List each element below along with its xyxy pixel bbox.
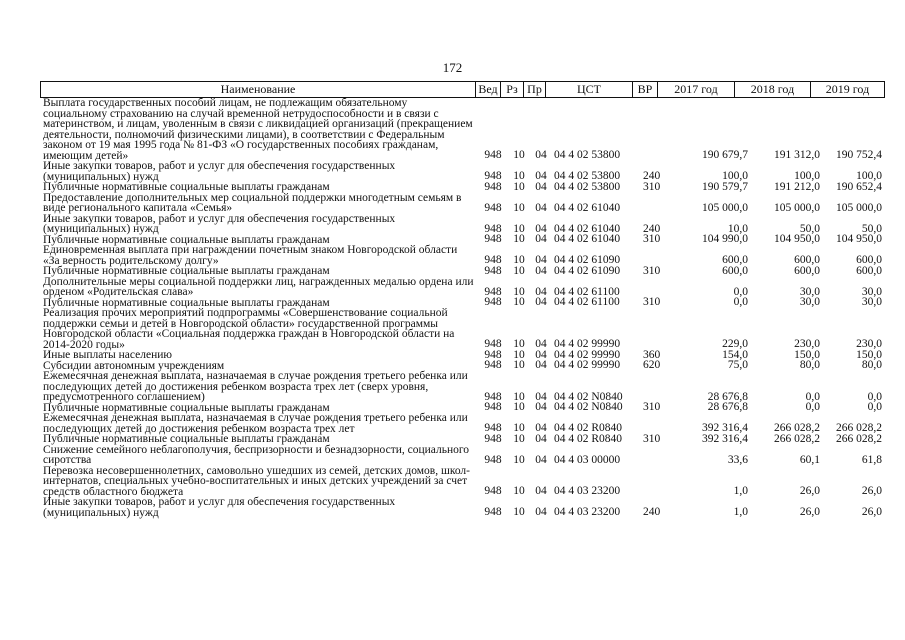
- row-pr: 04: [535, 233, 547, 245]
- row-rz: 10: [513, 201, 525, 214]
- table-row: [40, 98, 883, 161]
- row-y2017: 600,0: [722, 264, 748, 277]
- row-y2019: 0,0: [867, 390, 882, 403]
- row-y2019: 230,0: [856, 338, 882, 350]
- row-ved: 948: [484, 432, 502, 445]
- row-pr: 04: [535, 180, 547, 193]
- row-name: Публичные нормативные социальные выплаты гражданам: [43, 265, 330, 277]
- row-cst: 04 4 03 23200: [554, 506, 621, 518]
- row-y2017: 154,0: [722, 348, 748, 361]
- row-cst: 04 4 02 99990: [554, 348, 621, 361]
- row-ved: 948: [484, 453, 502, 466]
- row-y2019: 30,0: [861, 285, 882, 298]
- row-ved: 948: [484, 264, 502, 277]
- row-name: Снижение семейного неблагополучия, беспризорности и безнадзорности, социального сиротства: [43, 443, 470, 466]
- row-y2017: 33,6: [727, 453, 748, 466]
- row-y2017: 0,0: [733, 285, 748, 298]
- row-y2019: 100,0: [856, 170, 882, 182]
- header-ved: Вед: [476, 82, 501, 97]
- row-rz: 10: [513, 170, 525, 182]
- table-header: [40, 81, 885, 98]
- row-pr: 04: [535, 348, 547, 361]
- row-rz: 10: [513, 453, 525, 466]
- row-y2018: 266 028,2: [774, 432, 820, 445]
- row-y2018: 191 212,0: [774, 180, 820, 193]
- row-pr: 04: [535, 485, 547, 497]
- header-cst: ЦСТ: [546, 82, 633, 97]
- row-name: Предоставление дополнительных мер социальной поддержки многодетным семьям в виде регионального капитала «Семья»: [43, 191, 462, 214]
- row-y2017: 392 316,4: [702, 432, 748, 445]
- row-pr: 04: [535, 401, 547, 413]
- row-y2017: 75,0: [727, 359, 748, 371]
- row-y2019: 0,0: [867, 401, 882, 413]
- page-number: 172: [442, 60, 463, 75]
- row-name: Публичные нормативные социальные выплаты гражданам: [43, 433, 330, 445]
- row-rz: 10: [513, 348, 525, 361]
- row-cst: 04 4 02 61040: [554, 201, 621, 214]
- row-ved: 948: [484, 296, 502, 308]
- table-row: [40, 277, 883, 298]
- row-pr: 04: [535, 432, 547, 445]
- row-cst: 04 4 02 61040: [554, 222, 621, 235]
- table-row: [40, 445, 883, 466]
- row-y2017: 10,0: [727, 222, 748, 235]
- row-vr: 310: [643, 432, 661, 445]
- row-ved: 948: [484, 180, 502, 193]
- row-cst: 04 4 02 61090: [554, 264, 621, 277]
- row-cst: 04 4 02 61100: [554, 296, 620, 308]
- row-name: Дополнительные меры социальной поддержки лиц, награжденных медалью ордена или орденом «Родительская слава»: [43, 275, 474, 298]
- table-row: [40, 266, 883, 277]
- table-row: [40, 193, 883, 214]
- row-rz: 10: [513, 233, 525, 245]
- row-y2019: 30,0: [861, 296, 882, 308]
- row-y2017: 0,0: [733, 296, 748, 308]
- row-name: Иные выплаты населению: [43, 349, 172, 361]
- row-y2017: 28 676,8: [707, 401, 748, 413]
- row-ved: 948: [484, 254, 502, 266]
- row-name: Публичные нормативные социальные выплаты гражданам: [43, 233, 330, 246]
- row-pr: 04: [535, 359, 547, 371]
- row-cst: 04 4 02 R0840: [554, 432, 623, 445]
- table-row: [40, 413, 883, 434]
- row-name: Публичные нормативные социальные выплаты гражданам: [43, 401, 330, 414]
- row-vr: 310: [643, 233, 661, 245]
- row-vr: 240: [643, 506, 661, 518]
- row-cst: 04 4 02 N0840: [554, 390, 623, 403]
- row-ved: 948: [484, 338, 502, 350]
- row-y2017: 190 579,7: [702, 180, 748, 193]
- row-y2017: 105 000,0: [702, 201, 748, 214]
- row-cst: 04 4 02 99990: [554, 338, 621, 350]
- row-rz: 10: [513, 390, 525, 403]
- row-pr: 04: [535, 296, 547, 308]
- row-pr: 04: [535, 390, 547, 403]
- row-y2019: 190 652,4: [836, 180, 882, 193]
- row-pr: 04: [535, 453, 547, 466]
- row-y2017: 600,0: [722, 254, 748, 266]
- row-y2019: 80,0: [861, 359, 882, 371]
- row-y2017: 229,0: [722, 338, 748, 350]
- row-pr: 04: [535, 422, 547, 434]
- row-y2019: 266 028,2: [836, 432, 882, 445]
- row-pr: 04: [535, 264, 547, 277]
- row-cst: 04 4 02 53800: [554, 149, 621, 161]
- table-row: [40, 214, 883, 235]
- row-rz: 10: [513, 338, 525, 350]
- row-cst: 04 4 03 00000: [554, 453, 621, 466]
- row-y2017: 190 679,7: [702, 149, 748, 161]
- table-row: [40, 466, 883, 498]
- row-cst: 04 4 02 R0840: [554, 422, 623, 434]
- row-name: Перевозка несовершеннолетних, самовольно ушедших из семей, детских домов, школ-интернатов, специальных учебно-воспитательных и иных детских учреждений за счет средств областного бюджета: [43, 464, 471, 498]
- row-y2017: 100,0: [722, 170, 748, 182]
- row-ved: 948: [484, 201, 502, 214]
- row-cst: 04 4 02 53800: [554, 180, 621, 193]
- row-rz: 10: [513, 359, 525, 371]
- row-y2018: 80,0: [799, 359, 820, 371]
- row-pr: 04: [535, 285, 547, 298]
- row-name: Иные закупки товаров, работ и услуг для обеспечения государственных (муниципальных) нужд: [43, 496, 396, 519]
- row-y2019: 61,8: [861, 453, 882, 466]
- row-y2017: 392 316,4: [702, 422, 748, 434]
- row-y2018: 0,0: [805, 401, 820, 413]
- row-y2019: 266 028,2: [836, 422, 882, 434]
- row-vr: 620: [643, 359, 661, 371]
- row-ved: 948: [484, 222, 502, 235]
- row-pr: 04: [535, 222, 547, 235]
- row-y2018: 600,0: [794, 264, 820, 277]
- row-y2017: 1,0: [733, 506, 748, 518]
- row-rz: 10: [513, 401, 525, 413]
- row-y2018: 60,1: [799, 453, 820, 466]
- header-pr: Пр: [524, 82, 546, 97]
- header-vr: ВР: [633, 82, 658, 97]
- row-ved: 948: [484, 359, 502, 371]
- header-2017: 2017 год: [658, 82, 735, 97]
- row-ved: 948: [484, 401, 502, 413]
- row-y2018: 104 950,0: [774, 233, 820, 245]
- table-row: [40, 182, 883, 193]
- row-y2018: 105 000,0: [774, 201, 820, 214]
- header-rz: Рз: [501, 82, 524, 97]
- row-pr: 04: [535, 506, 547, 518]
- row-name: Субсидии автономным учреждениям: [43, 359, 225, 372]
- row-name: Реализация прочих мероприятий подпрограммы «Совершенствование социальной поддержки семьи и детей в Новгородской области» государственной программы Новгородской области «Социальная поддержка граждан в Новгородской области на 2014-2020 годы»: [43, 307, 455, 351]
- row-cst: 04 4 02 N0840: [554, 401, 623, 413]
- row-cst: 04 4 02 61040: [554, 233, 621, 245]
- row-y2019: 190 752,4: [836, 149, 882, 161]
- row-y2018: 150,0: [794, 348, 820, 361]
- row-y2019: 105 000,0: [836, 201, 882, 214]
- row-rz: 10: [513, 149, 525, 161]
- row-rz: 10: [513, 432, 525, 445]
- table-row: [40, 371, 883, 403]
- row-y2019: 600,0: [856, 254, 882, 266]
- row-y2019: 26,0: [861, 485, 882, 497]
- row-vr: 310: [643, 401, 661, 413]
- header-2019: 2019 год: [825, 82, 870, 96]
- row-name: Ежемесячная денежная выплата, назначаемая в случае рождения третьего ребенка или последующих детей до достижения ребенком возраста трех лет (сверх уровня, предусмотренного соглашением): [43, 370, 468, 403]
- table-row: [40, 497, 883, 518]
- row-y2019: 26,0: [861, 506, 882, 518]
- table-body: [40, 98, 883, 518]
- row-y2018: 100,0: [794, 170, 820, 182]
- row-y2018: 0,0: [805, 390, 820, 403]
- row-rz: 10: [513, 506, 525, 518]
- row-name: Публичные нормативные социальные выплаты гражданам: [43, 181, 330, 193]
- row-ved: 948: [484, 348, 502, 361]
- row-ved: 948: [484, 422, 502, 434]
- row-y2018: 30,0: [799, 296, 820, 308]
- header-2018: 2018 год: [735, 82, 811, 97]
- row-y2019: 150,0: [856, 348, 882, 361]
- row-y2018: 26,0: [799, 485, 820, 497]
- row-name: Иные закупки товаров, работ и услуг для обеспечения государственных (муниципальных) нужд: [43, 160, 396, 183]
- row-cst: 04 4 02 53800: [554, 170, 621, 182]
- row-rz: 10: [513, 422, 525, 434]
- table-row: [40, 308, 883, 350]
- row-rz: 10: [513, 222, 525, 235]
- row-ved: 948: [484, 285, 502, 298]
- row-rz: 10: [513, 264, 525, 277]
- row-pr: 04: [535, 170, 547, 182]
- row-y2018: 230,0: [794, 338, 820, 350]
- row-y2017: 28 676,8: [707, 390, 748, 403]
- row-pr: 04: [535, 338, 547, 350]
- row-y2018: 50,0: [799, 222, 820, 235]
- row-name: Публичные нормативные социальные выплаты гражданам: [43, 296, 330, 309]
- row-vr: 240: [643, 170, 661, 182]
- row-rz: 10: [513, 296, 525, 308]
- row-y2019: 104 950,0: [836, 233, 882, 245]
- row-vr: 240: [643, 222, 661, 235]
- row-cst: 04 4 02 61090: [554, 254, 621, 266]
- row-ved: 948: [484, 149, 502, 161]
- row-vr: 310: [643, 296, 661, 308]
- header-name: Наименование: [41, 82, 476, 97]
- row-name: Иные закупки товаров, работ и услуг для обеспечения государственных (муниципальных) нужд: [43, 212, 396, 235]
- row-ved: 948: [484, 506, 502, 518]
- row-y2018: 266 028,2: [774, 422, 820, 434]
- row-y2019: 600,0: [856, 264, 882, 277]
- row-pr: 04: [535, 254, 547, 266]
- row-ved: 948: [484, 485, 502, 497]
- row-ved: 948: [484, 390, 502, 403]
- row-y2018: 191 312,0: [774, 149, 820, 161]
- row-ved: 948: [484, 233, 502, 245]
- row-cst: 04 4 03 23200: [554, 485, 621, 497]
- row-cst: 04 4 02 99990: [554, 359, 621, 371]
- row-name: Выплата государственных пособий лицам, не подлежащим обязательному социальному страхованию на случай временной нетрудоспособности и в связи с материнством, и лицам, уволенным в связи с ликвидацией организаций (прекращением деятельности, полномочий физическими лицами), в соответствии с Федеральным законом от 19 мая 1995 года № 81-ФЗ «О государственных пособиях гражданам, имеющим детей»: [43, 97, 473, 162]
- row-pr: 04: [535, 201, 547, 214]
- row-vr: 360: [643, 348, 661, 361]
- row-rz: 10: [513, 180, 525, 193]
- row-rz: 10: [513, 254, 525, 266]
- row-cst: 04 4 02 61100: [554, 285, 620, 298]
- table-row: [40, 434, 883, 445]
- row-vr: 310: [643, 180, 661, 193]
- row-vr: 310: [643, 264, 661, 277]
- table-row: [40, 161, 883, 182]
- row-pr: 04: [535, 149, 547, 161]
- row-y2019: 50,0: [861, 222, 882, 235]
- row-name: Ежемесячная денежная выплата, назначаемая в случае рождения третьего ребенка или последующих детей до достижения ребенком возраста трех лет: [43, 412, 468, 435]
- row-rz: 10: [513, 485, 525, 497]
- row-ved: 948: [484, 170, 502, 182]
- row-name: Единовременная выплата при награждении почетным знаком Новгородской области «За верность родительскому долгу»: [43, 244, 458, 267]
- row-y2017: 1,0: [733, 485, 748, 497]
- row-y2018: 30,0: [799, 285, 820, 298]
- row-y2017: 104 990,0: [702, 233, 748, 245]
- row-y2018: 600,0: [794, 254, 820, 266]
- row-y2018: 26,0: [799, 506, 820, 518]
- row-rz: 10: [513, 285, 525, 298]
- table-row: [40, 245, 883, 266]
